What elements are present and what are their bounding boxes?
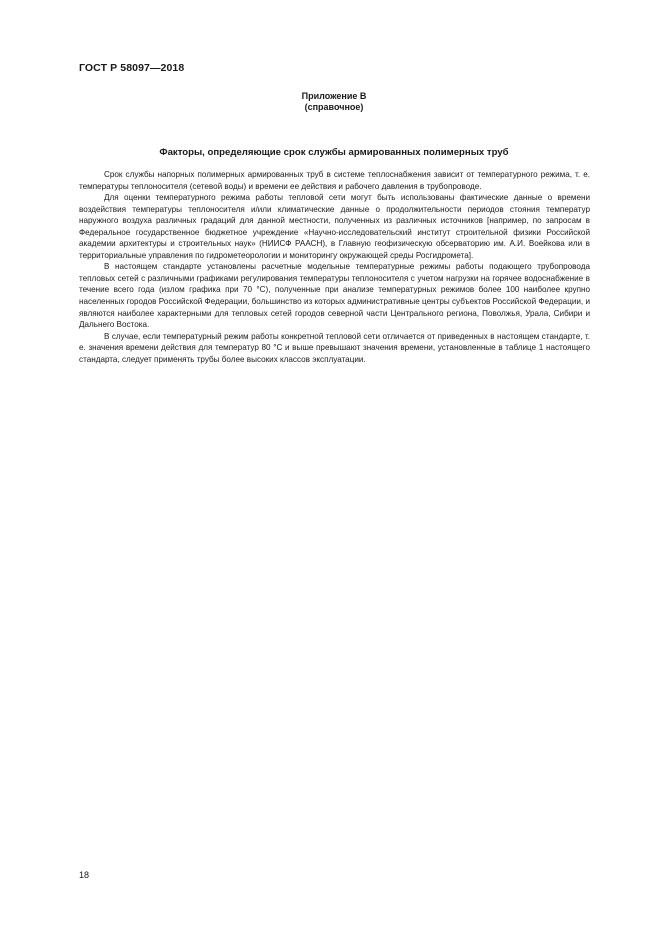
appendix-heading — [79, 91, 589, 113]
document-title: Факторы, определяющие срок службы армированных полимерных труб — [159, 147, 509, 158]
paragraph: Срок службы напорных полимерных армированных труб в системе теплоснабжения зависит от температурного режима, т. е. температуры теплоносителя (сетевой воды) и времени ее действия и рабочего давления в трубопроводе. — [79, 170, 590, 191]
paragraph: В настоящем стандарте установлены расчетные модельные температурные режимы работы подающего трубопровода тепловых сетей с различными графиками регулирования температуры теплоносителя с учетом нагрузки на горячее водоснабжение в течение всего года (излом графика при 70 °С), полученные при анализе температурных режимов более 100 наиболее крупно населенных городов Российской Федерации, большинство из которых административные центры субъектов Российской Федерации, и являются наиболее характерными для тепловых сетей городов северной части Центрального региона, Поволжья, Урала, Сибири и Дальнего Востока. — [79, 262, 590, 330]
document-body — [79, 169, 590, 365]
paragraph: Для оценки температурного режима работы тепловой сети могут быть использованы фактические данные о времени воздействия температуры теплоносителя и/или климатические данные о продолжительности периодов стояния температур наружного воздуха различных градаций для данной местности, полученных из различных источников [например, по запросам в Федеральное государственное бюджетное учреждение «Научно-исследовательский институт строительной физики Российской академии архитектуры и строительных наук» (НИИСФ РААСН), в Главную геофизическую обсерваторию им. А.И. Воейкова или в территориальные управления по гидрометеорологии и мониторингу окружающей среды Росгидромета]. — [79, 193, 590, 260]
standard-code-header: ГОСТ Р 58097—2018 — [79, 62, 185, 74]
paragraph: В случае, если температурный режим работы конкретной тепловой сети отличается от приведенных в настоящем стандарте, т. е. значения времени действия для температур 80 °С и выше превышают значения времени, установленные в таблице 1 настоящего стандарта, следует применять трубы более высоких классов эксплуатации. — [79, 331, 590, 364]
appendix-title: Приложение В — [301, 91, 367, 101]
appendix-subtitle: (справочное) — [304, 102, 364, 112]
page-number: 18 — [79, 870, 90, 880]
